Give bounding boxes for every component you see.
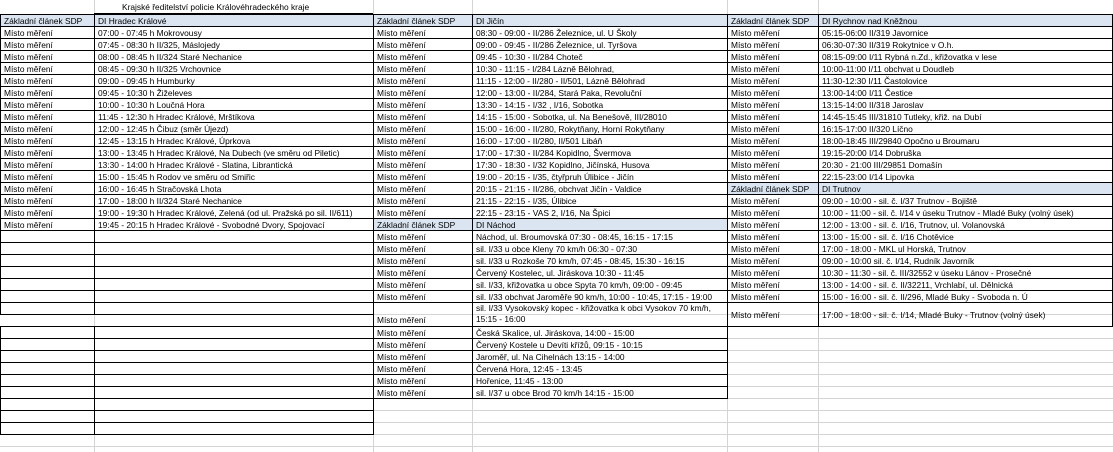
place-label: Místo měření	[727, 134, 819, 147]
place-label: Místo měření	[727, 218, 819, 231]
jicin-entry: 19:00 - 20:15 - I/35, čtyřpruh Úlibice - Jičín	[472, 170, 728, 183]
sdp-header-nachod: Základní článek SDP	[373, 218, 473, 231]
place-label: Místo měření	[727, 86, 819, 99]
place-label: Místo měření	[373, 50, 473, 63]
place-label: Místo měření	[727, 290, 819, 303]
place-label: Místo měření	[373, 206, 473, 219]
hk-entry: 07:00 - 07:45 h Mokrovousy	[94, 26, 374, 39]
place-label: Místo měření	[373, 26, 473, 39]
trutnov-entry: 17:00 - 18:00 - sil. č. I/14, Mladé Buky - Trutnov (volný úsek)	[818, 302, 1113, 327]
sdp-header-rychnov: Základní článek SDP	[727, 14, 819, 27]
hk-entry: 07:45 - 08:30 h II/325, Máslojedy	[94, 38, 374, 51]
place-label: Místo měření	[727, 230, 819, 243]
place-label: Místo měření	[0, 110, 95, 123]
rychnov-entry: 11:30-12:30 I/11 Častolovice	[818, 74, 1113, 87]
place-label: Místo měření	[727, 98, 819, 111]
jicin-entry: 22:15 - 23:15 - VAS 2, I/16, Na Špici	[472, 206, 728, 219]
hk-entry: 12:45 - 13:15 h Hradec Králové, Úprkova	[94, 134, 374, 147]
empty-cell	[0, 422, 95, 435]
place-label: Místo měření	[373, 62, 473, 75]
place-label: Místo měření	[727, 62, 819, 75]
place-label: Místo měření	[0, 182, 95, 195]
rychnov-entry: 13:15-14:00 II/318 Jaroslav	[818, 98, 1113, 111]
place-label: Místo měření	[373, 158, 473, 171]
hk-entry: 09:00 - 09:45 h Humburky	[94, 74, 374, 87]
place-label: Místo měření	[0, 146, 95, 159]
nachod-entry: Jaroměř, ul. Na Cihelnách 13:15 - 14:00	[472, 350, 728, 363]
jicin-entry: 14:15 - 15:00 - Sobotka, ul. Na Benešově, III/28010	[472, 110, 728, 123]
place-label: Místo měření	[727, 26, 819, 39]
grid-line	[0, 446, 1113, 447]
jicin-entry: 09:00 - 09:45 - II/286 Železnice, ul. Tyršova	[472, 38, 728, 51]
place-label: Místo měření	[373, 230, 473, 243]
place-label: Místo měření	[373, 290, 473, 303]
place-label: Místo měření	[373, 194, 473, 207]
place-label: Místo měření	[373, 242, 473, 255]
place-label: Místo měření	[373, 350, 473, 363]
nachod-entry: Náchod, ul. Broumovská 07:30 - 08:45, 16:15 - 17:15	[472, 230, 728, 243]
place-label: Místo měření	[0, 26, 95, 39]
place-label: Místo měření	[727, 50, 819, 63]
place-label: Místo měření	[373, 146, 473, 159]
jicin-entry: 13:30 - 14:15 - I/32 , I/16, Sobotka	[472, 98, 728, 111]
trutnov-entry: 09:00 - 10:00 sil. č. I/14, Rudník Javorník	[818, 254, 1113, 267]
place-label: Místo měření	[727, 74, 819, 87]
place-label: Místo měření	[0, 50, 95, 63]
hk-entry: 19:45 - 20:15 h Hradec Králové - Svobodné Dvory, Spojovací	[94, 218, 374, 231]
hk-entry: 13:00 - 13:45 h Hradec Králové, Na Dubech (ve směru od Piletic)	[94, 146, 374, 159]
rychnov-entry: 05:15-06:00 II/319 Javornice	[818, 26, 1113, 39]
place-label: Místo měření	[727, 170, 819, 183]
hk-entry: 11:45 - 12:30 h Hradec Králové, Mrštíkova	[94, 110, 374, 123]
nachod-entry: sil. I/33 u obce Kleny 70 km/h 06:30 - 07:30	[472, 242, 728, 255]
place-label: Místo měření	[373, 326, 473, 339]
place-label: Místo měření	[373, 278, 473, 291]
place-label: Místo měření	[373, 134, 473, 147]
jicin-entry: 12:00 - 13:00 - II/284, Stará Paka, Revoluční	[472, 86, 728, 99]
trutnov-entry: 17:00 - 18:00 - MKL ul Horská, Trutnov	[818, 242, 1113, 255]
place-label: Místo měření	[727, 158, 819, 171]
rychnov-entry: 18:00-18:45 III/29840 Opočno u Broumaru	[818, 134, 1113, 147]
place-label: Místo měření	[373, 38, 473, 51]
place-label: Místo měření	[373, 362, 473, 375]
place-label: Místo měření	[0, 98, 95, 111]
place-label: Místo měření	[373, 374, 473, 387]
place-label: Místo měření	[0, 194, 95, 207]
jicin-entry: 20:15 - 21:15 - II/286, obchvat Jičín - Valdice	[472, 182, 728, 195]
rychnov-entry: 13:00-14:00 I/11 Čestice	[818, 86, 1113, 99]
trutnov-entry: 15:00 - 16:00 - sil. č. II/296, Mladé Buky - Svoboda n. Ú	[818, 290, 1113, 303]
nachod-entry: sil. I/33 Vysokovský kopec - křižovatka k obci Vysokov 70 km/h, 15:15 - 16:00	[472, 302, 728, 327]
place-label: Místo měření	[727, 254, 819, 267]
place-label: Místo měření	[373, 98, 473, 111]
place-label: Místo měření	[0, 206, 95, 219]
place-label: Místo měření	[373, 110, 473, 123]
jicin-entry: 09:45 - 10:30 - II/284 Choteč	[472, 50, 728, 63]
place-label: Místo měření	[373, 386, 473, 399]
nachod-entry: Hořenice, 11:45 - 13:00	[472, 374, 728, 387]
place-label: Místo měření	[0, 38, 95, 51]
trutnov-entry: 13:00 - 14:00 - sil. č. II/32211, Vrchlabí, ul. Dělnická	[818, 278, 1113, 291]
place-label: Místo měření	[0, 86, 95, 99]
rychnov-entry: 16:15-17:00 II/320 Líčno	[818, 122, 1113, 135]
hk-entry: 17:00 - 18:00 h II/324 Staré Nechanice	[94, 194, 374, 207]
nachod-entry: Červený Kostelec, ul. Jiráskova 10:30 - 11:45	[472, 266, 728, 279]
hk-entry: 09:45 - 10:30 h Žiželeves	[94, 86, 374, 99]
hk-entry: 13:30 - 14:00 h Hradec Králové - Slatina, Librantická	[94, 158, 374, 171]
trutnov-entry: 09:00 - 10:00 - sil. č. I/37 Trutnov - Bojiště	[818, 194, 1113, 207]
hk-entry: 16:00 - 16:45 h Stračovská Lhota	[94, 182, 374, 195]
rychnov-entry: 19:15-20:00 I/14 Dobruška	[818, 146, 1113, 159]
place-label: Místo měření	[373, 122, 473, 135]
empty-cell	[94, 422, 374, 435]
empty-cell	[94, 302, 374, 315]
sdp-header-hk: Základní článek SDP	[0, 14, 95, 27]
place-label: Místo měření	[373, 86, 473, 99]
place-label: Místo měření	[0, 170, 95, 183]
place-label: Místo měření	[0, 122, 95, 135]
place-label: Místo měření	[727, 38, 819, 51]
place-label: Místo měření	[373, 254, 473, 267]
nachod-entry: Červená Hora, 12:45 - 13:45	[472, 362, 728, 375]
rychnov-entry: 14:45-15:45 III/31810 Tutleky, křiž. na Dubí	[818, 110, 1113, 123]
di-header-rychnov: DI Rychnov nad Kněžnou	[818, 14, 1113, 27]
place-label: Místo měření	[0, 62, 95, 75]
place-label: Místo měření	[727, 266, 819, 279]
di-header-jicin: DI Jičín	[472, 14, 728, 27]
jicin-entry: 10:30 - 11:15 - I/284 Lázně Bělohrad,	[472, 62, 728, 75]
rychnov-entry: 10:00-11:00 I/11 obchvat u Doudleb	[818, 62, 1113, 75]
di-header-hradec-kralove: DI Hradec Králové	[94, 14, 374, 27]
jicin-entry: 15:00 - 16:00 - II/280, Rokytňany, Horní Rokytňany	[472, 122, 728, 135]
place-label: Místo měření	[373, 338, 473, 351]
trutnov-entry: 10:30 - 11:30 - sil. č. III/32552 v úseku Lánov - Prosečné	[818, 266, 1113, 279]
place-label: Místo měření	[727, 206, 819, 219]
di-header-trutnov: DI Trutnov	[818, 182, 1113, 195]
hk-entry: 08:45 - 09:30 h II/325 Vrchovnice	[94, 62, 374, 75]
place-label: Místo měření	[727, 146, 819, 159]
place-label: Místo měření	[373, 170, 473, 183]
nachod-entry: sil. I/33, křižovatka u obce Spyta 70 km/h, 09:00 - 09:45	[472, 278, 728, 291]
rychnov-entry: 22:15-23:00 I/14 Lipovka	[818, 170, 1113, 183]
place-label: Místo měření	[727, 122, 819, 135]
sdp-header-trutnov: Základní článek SDP	[727, 182, 819, 195]
empty-cell	[0, 302, 95, 315]
place-label: Místo měření	[373, 302, 473, 327]
di-header-nachod: DI Náchod	[472, 218, 728, 231]
place-label: Místo měření	[373, 182, 473, 195]
place-label: Místo měření	[727, 278, 819, 291]
place-label: Místo měření	[0, 158, 95, 171]
nachod-entry: sil. I/33 u Rozkoše 70 km/h, 07:45 - 08:45, 15:30 - 16:15	[472, 254, 728, 267]
trutnov-entry: 10:00 - 11:00 - sil. č. I/14 v úseku Trutnov - Mladé Buky (volný úsek)	[818, 206, 1113, 219]
jicin-entry: 17:30 - 18:30 - I/32 Kopidlno, Jičínská, Husova	[472, 158, 728, 171]
place-label: Místo měření	[0, 218, 95, 231]
rychnov-entry: 08:15-09:00 I/11 Rybná n.Zd., křižovatka v lese	[818, 50, 1113, 63]
place-label: Místo měření	[727, 242, 819, 255]
place-label: Místo měření	[373, 266, 473, 279]
place-label: Místo měření	[727, 302, 819, 327]
place-label: Místo měření	[727, 194, 819, 207]
hk-entry: 08:00 - 08:45 h II/324 Staré Nechanice	[94, 50, 374, 63]
rychnov-entry: 06:30-07:30 II/319 Rokytnice v O.h.	[818, 38, 1113, 51]
sdp-header-jicin: Základní článek SDP	[373, 14, 473, 27]
nachod-entry: Česká Skalice, ul. Jiráskova, 14:00 - 15:00	[472, 326, 728, 339]
rychnov-entry: 20:30 - 21:00 III/29851 Domašín	[818, 158, 1113, 171]
jicin-entry: 11:15 - 12:00 - II/280 - II/501, Lázně Bělohrad	[472, 74, 728, 87]
place-label: Místo měření	[373, 74, 473, 87]
hk-entry: 10:00 - 10:30 h Loučná Hora	[94, 98, 374, 111]
report-title: Krajské ředitelství policie Královéhradeckého kraje	[94, 1, 373, 14]
place-label: Místo měření	[0, 134, 95, 147]
hk-entry: 15:00 - 15:45 h Rodov ve směru od Smiřic	[94, 170, 374, 183]
trutnov-entry: 12:00 - 13:00 - sil. č. I/16, Trutnov, ul. Volanovská	[818, 218, 1113, 231]
nachod-entry: Červený Kostele u Devíti křížů, 09:15 - 10:15	[472, 338, 728, 351]
jicin-entry: 16:00 - 17:00 - II/280, II/501 Libáň	[472, 134, 728, 147]
jicin-entry: 21:15 - 22:15 - I/35, Úlibice	[472, 194, 728, 207]
place-label: Místo měření	[0, 74, 95, 87]
hk-entry: 12:00 - 12:45 h Čibuz (směr Újezd)	[94, 122, 374, 135]
nachod-entry: sil. I/33 obchvat Jaroměře 90 km/h, 10:00 - 10:45, 17:15 - 19:00	[472, 290, 728, 303]
jicin-entry: 17:00 - 17:30 - II/284 Kopidlno, Švermova	[472, 146, 728, 159]
place-label: Místo měření	[727, 110, 819, 123]
trutnov-entry: 13:00 - 15:00 - sil. č. I/16 Chotěvice	[818, 230, 1113, 243]
nachod-entry: sil. I/37 u obce Brod 70 km/h 14:15 - 15:00	[472, 386, 728, 399]
hk-entry: 19:00 - 19:30 h Hradec Králové, Zelená (od ul. Pražská po sil. II/611)	[94, 206, 374, 219]
jicin-entry: 08:30 - 09:00 - II/286 Železnice, ul. U Školy	[472, 26, 728, 39]
